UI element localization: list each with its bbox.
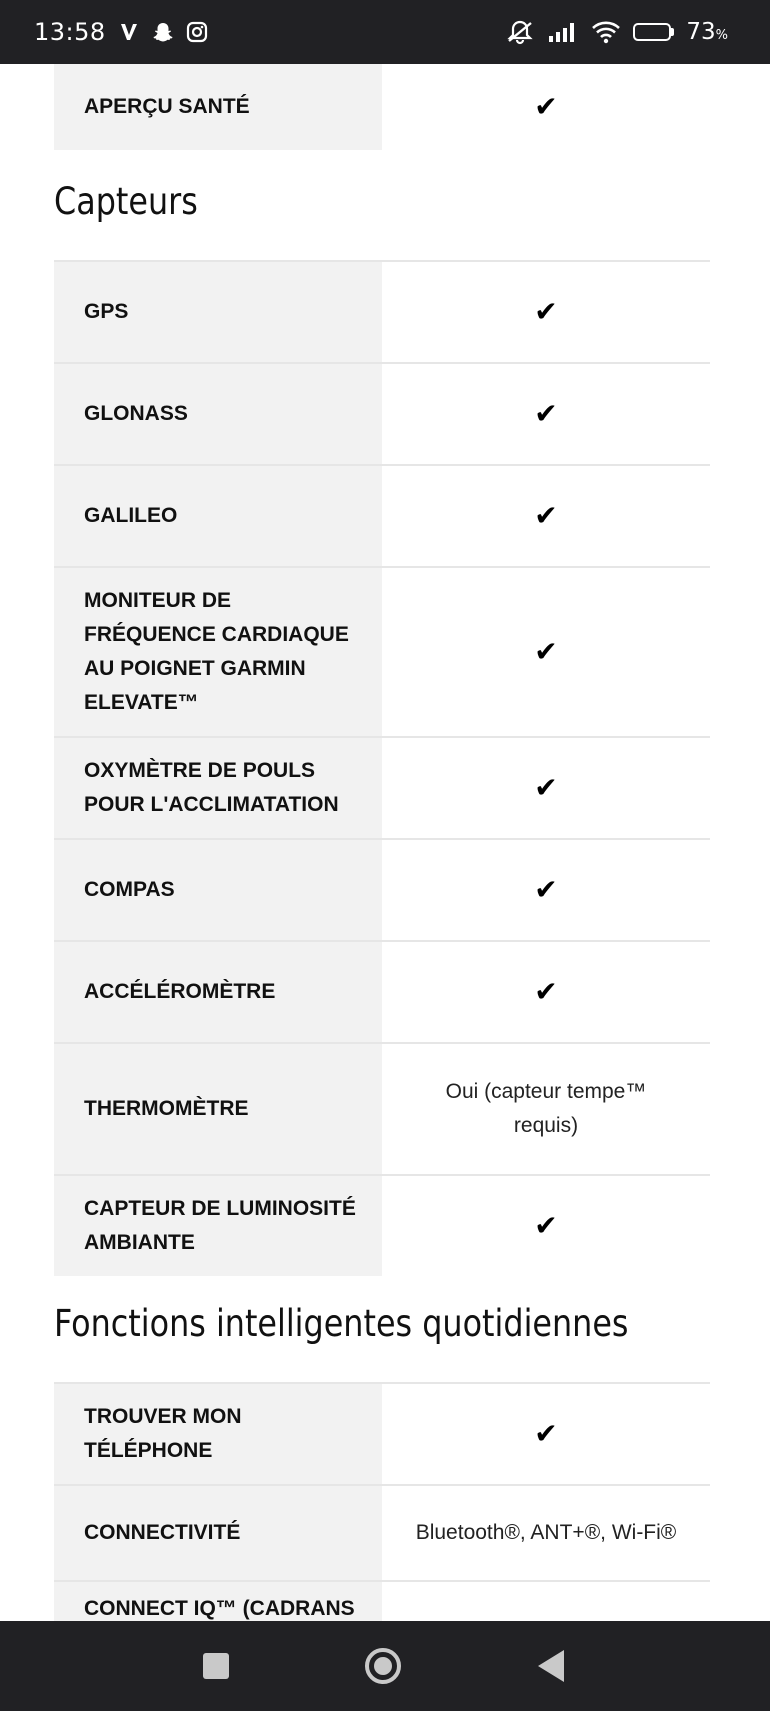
spec-row-label: OXYMÈTRE DE POULS POUR L'ACCLIMATATION bbox=[54, 738, 382, 838]
spec-row-label: MONITEUR DE FRÉQUENCE CARDIAQUE AU POIGNET GARMIN ELEVATE™ bbox=[54, 568, 382, 736]
spec-row-value bbox=[382, 466, 710, 566]
spec-row-value bbox=[382, 840, 710, 940]
signal-icon bbox=[547, 21, 579, 43]
spec-row-label: COMPAS bbox=[54, 840, 382, 940]
spec-row-label: THERMOMÈTRE bbox=[54, 1044, 382, 1174]
square-icon bbox=[203, 1653, 229, 1679]
spec-row-value bbox=[382, 568, 710, 736]
instagram-icon bbox=[186, 21, 208, 43]
spec-row-value bbox=[382, 64, 710, 150]
spec-row-value bbox=[382, 942, 710, 1042]
checkmark-icon: ✔ bbox=[534, 90, 558, 123]
home-button[interactable] bbox=[338, 1621, 428, 1711]
spec-row-value: Oui (capteur tempe™ requis) bbox=[445, 1080, 647, 1137]
navigation-bar bbox=[0, 1621, 770, 1711]
battery-icon bbox=[633, 23, 674, 41]
section-title-fonctions: Fonctions intelligentes quotidiennes bbox=[54, 1302, 629, 1345]
checkmark-icon: ✔ bbox=[534, 1417, 558, 1450]
circle-icon bbox=[365, 1648, 401, 1684]
checkmark-icon: ✔ bbox=[534, 1209, 558, 1242]
wifi-icon bbox=[591, 21, 621, 43]
spec-row-label: CONNECTIVITÉ bbox=[54, 1486, 382, 1580]
spec-row-value bbox=[382, 1176, 710, 1276]
section-title-capteurs: Capteurs bbox=[54, 180, 198, 223]
recents-button[interactable] bbox=[171, 1621, 261, 1711]
mute-icon bbox=[505, 21, 535, 43]
checkmark-icon: ✔ bbox=[534, 295, 558, 328]
status-time: 13:58 bbox=[34, 18, 106, 46]
spec-row-label: GALILEO bbox=[54, 466, 382, 566]
spec-page-content[interactable] bbox=[0, 64, 770, 1621]
v-icon bbox=[118, 21, 140, 43]
status-left bbox=[34, 0, 208, 64]
checkmark-icon: ✔ bbox=[534, 499, 558, 532]
snapchat-icon bbox=[152, 21, 174, 43]
spec-row-label: ACCÉLÉROMÈTRE bbox=[54, 942, 382, 1042]
spec-row-label: TROUVER MON TÉLÉPHONE bbox=[54, 1384, 382, 1484]
checkmark-icon: ✔ bbox=[534, 771, 558, 804]
spec-row-value bbox=[382, 1384, 710, 1484]
spec-row-value bbox=[382, 738, 710, 838]
checkmark-icon: ✔ bbox=[534, 975, 558, 1008]
back-button[interactable] bbox=[506, 1621, 596, 1711]
spec-row-label: CAPTEUR DE LUMINOSITÉ AMBIANTE bbox=[54, 1176, 382, 1276]
spec-row-label: GPS bbox=[54, 262, 382, 362]
battery-percent: 73% bbox=[686, 19, 728, 45]
spec-row-label: APERÇU SANTÉ bbox=[54, 64, 382, 150]
checkmark-icon: ✔ bbox=[534, 397, 558, 430]
back-triangle-icon bbox=[538, 1650, 564, 1682]
status-bar bbox=[0, 0, 770, 64]
checkmark-icon: ✔ bbox=[534, 873, 558, 906]
spec-row-label: CONNECT IQ™ (CADRANS bbox=[54, 1582, 382, 1621]
spec-row-value: Bluetooth®, ANT+®, Wi-Fi® bbox=[415, 1521, 677, 1544]
spec-row-value bbox=[382, 364, 710, 464]
status-right bbox=[505, 0, 728, 64]
checkmark-icon: ✔ bbox=[534, 635, 558, 668]
spec-row-label: GLONASS bbox=[54, 364, 382, 464]
spec-row-value bbox=[382, 262, 710, 362]
spec-row-value bbox=[382, 1582, 710, 1621]
